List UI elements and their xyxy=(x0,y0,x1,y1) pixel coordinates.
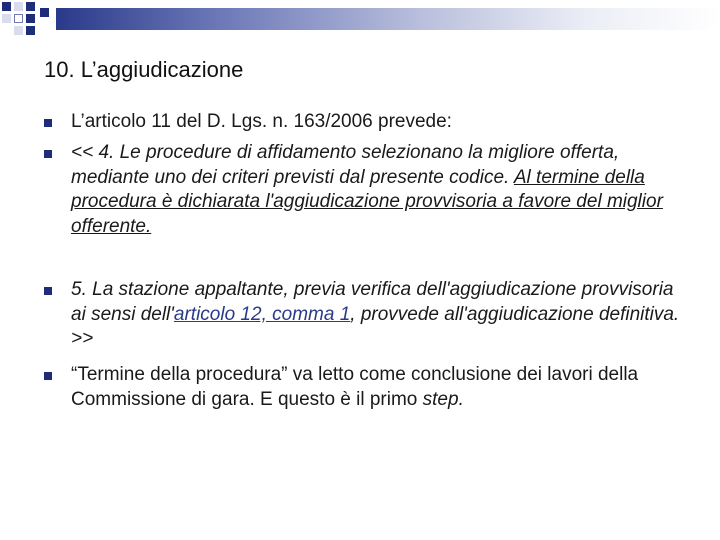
article-link[interactable]: articolo 12, comma 1 xyxy=(173,303,351,325)
bullet-text xyxy=(71,363,686,412)
bullet-icon xyxy=(44,150,52,158)
bullet-icon xyxy=(44,372,52,380)
decor-square xyxy=(14,26,23,35)
decor-square xyxy=(2,14,11,23)
bullet-icon xyxy=(44,119,52,127)
bullet-text-italic: step. xyxy=(422,388,464,410)
header-decoration xyxy=(0,0,720,40)
decor-square xyxy=(2,2,11,11)
bullet-text: L’articolo 11 del D. Lgs. n. 163/2006 prevede: xyxy=(71,111,452,132)
decor-square xyxy=(40,8,49,17)
bullet-icon xyxy=(44,287,52,295)
quote-text: 5. La stazione appaltante, previa verifica dell'aggiudicazione provvisoria ai sensi dell' xyxy=(71,279,674,325)
bullet-text xyxy=(71,141,686,239)
header-gradient-bar xyxy=(56,8,720,30)
decor-square xyxy=(14,14,23,23)
bullet-text-main: “Termine della procedura” va letto come conclusione dei lavori della Commissione di gara. E questo è il primo xyxy=(71,364,639,410)
quote-text-tail: , provvede all'aggiudicazione definitiva. >> xyxy=(71,303,680,349)
underlined-quote-text: Al termine della procedura è dichiarata l'aggiudicazione provvisoria a favore del miglior offerente. xyxy=(71,166,663,237)
decor-square xyxy=(26,14,35,23)
slide-title: 10. L’aggiudicazione xyxy=(44,57,244,82)
decor-square xyxy=(26,26,35,35)
bullet-text xyxy=(71,278,686,352)
quote-text: << 4. Le procedure di affidamento selezionano la migliore offerta, mediante uno dei criteri previsti dal presente codice. xyxy=(71,142,620,188)
decor-square xyxy=(26,2,35,11)
decor-square xyxy=(14,2,23,11)
